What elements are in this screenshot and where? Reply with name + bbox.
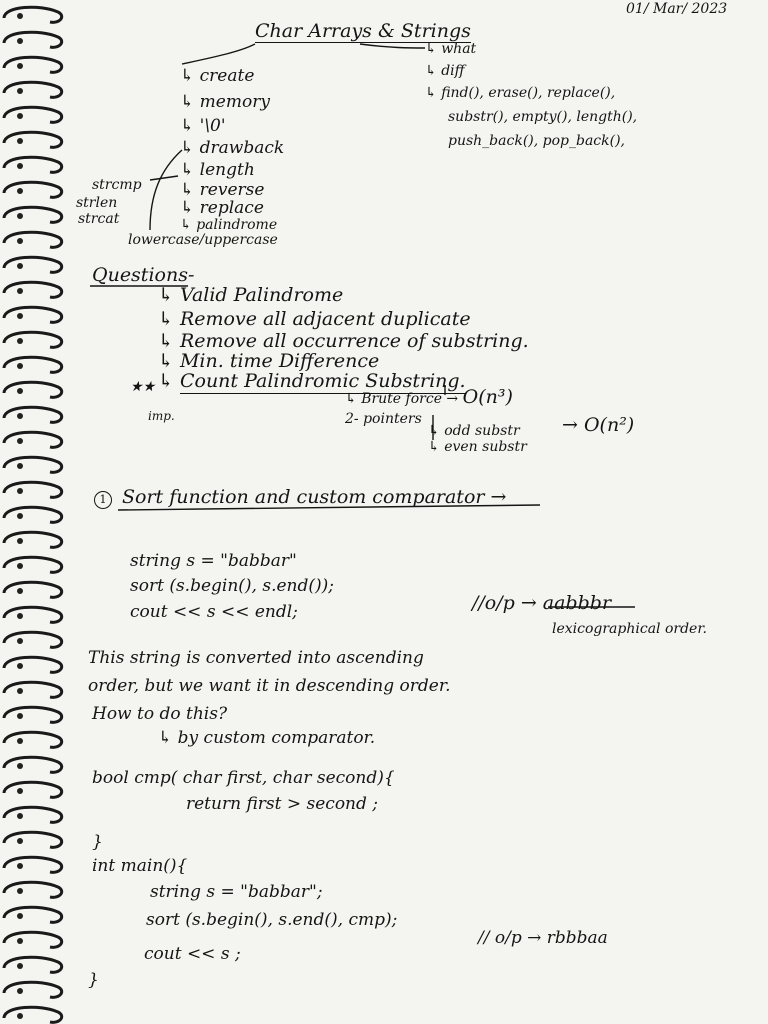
approach-even: ↳ even substr [428, 439, 527, 455]
code-line: } [92, 832, 103, 852]
code-line: } [88, 970, 99, 990]
list-item: ↳ Remove all occurrence of substring. [158, 330, 529, 352]
list-item: ↳ replace [180, 198, 264, 218]
code-line: cout << s ; [144, 944, 241, 964]
code-line: sort (s.begin(), s.end(), cmp); [146, 910, 398, 930]
list-item: ↳ Min. time Difference [158, 350, 380, 372]
list-item: push_back(), pop_back(), [448, 133, 625, 149]
section-heading: 1 Sort function and custom comparator → [94, 488, 506, 509]
list-item: ↳ palindrome [180, 217, 278, 233]
code-line: string s = "babbar" [130, 551, 297, 571]
case-note: lowercase/uppercase [128, 232, 278, 248]
list-item: ↳ Count Palindromic Substring. [158, 370, 466, 392]
imp-note: imp. [148, 409, 175, 423]
list-item: ↳ length [180, 160, 255, 180]
approach-pointers-complexity: → O(n²) [562, 414, 635, 436]
approach-brute: ↳ Brute force → O(n³) [345, 386, 513, 408]
list-item: ↳ what [425, 41, 477, 57]
list-item: ↳ Valid Palindrome [158, 284, 344, 306]
function-strlen: strlen [76, 195, 118, 211]
list-item: ↳ Remove all adjacent duplicate [158, 308, 471, 330]
code-line: return first > second ; [186, 794, 379, 814]
list-item: ↳ find(), erase(), replace(), [425, 85, 616, 101]
approach-pointers: 2- pointers [345, 411, 422, 427]
list-item: ↳ '\0' [180, 116, 226, 136]
page-title: Char Arrays & Strings [255, 20, 471, 42]
code-line: string s = "babbar"; [150, 882, 323, 902]
output-1-note: lexicographical order. [552, 621, 707, 637]
code-line: int main(){ [92, 856, 188, 876]
list-item: ↳ memory [180, 92, 270, 112]
explanation-answer: ↳ by custom comparator. [158, 728, 376, 748]
explanation-line: This string is converted into ascending [88, 648, 424, 668]
list-item: ↳ create [180, 66, 255, 86]
approach-odd: ↳ odd substr [428, 423, 520, 439]
list-item: substr(), empty(), length(), [448, 109, 638, 125]
questions-heading: Questions- [92, 264, 195, 286]
list-item: ↳ drawback [180, 138, 285, 158]
code-line: sort (s.begin(), s.end()); [130, 576, 335, 596]
function-strcat: strcat [78, 211, 120, 227]
star-mark: ★★ [130, 379, 156, 395]
code-line: bool cmp( char first, char second){ [92, 768, 395, 788]
section-number: 1 [94, 491, 112, 509]
date-label: 01/ Mar/ 2023 [626, 1, 728, 17]
list-item: ↳ diff [425, 63, 465, 79]
explanation-line: How to do this? [92, 704, 228, 724]
output-2: // o/p → rbbbaa [478, 928, 608, 948]
output-1: //o/p → aabbbr [472, 592, 612, 614]
explanation-line: order, but we want it in descending order. [88, 676, 451, 696]
function-strcmp: strcmp [92, 177, 142, 193]
list-item: ↳ reverse [180, 180, 265, 200]
code-line: cout << s << endl; [130, 602, 298, 622]
